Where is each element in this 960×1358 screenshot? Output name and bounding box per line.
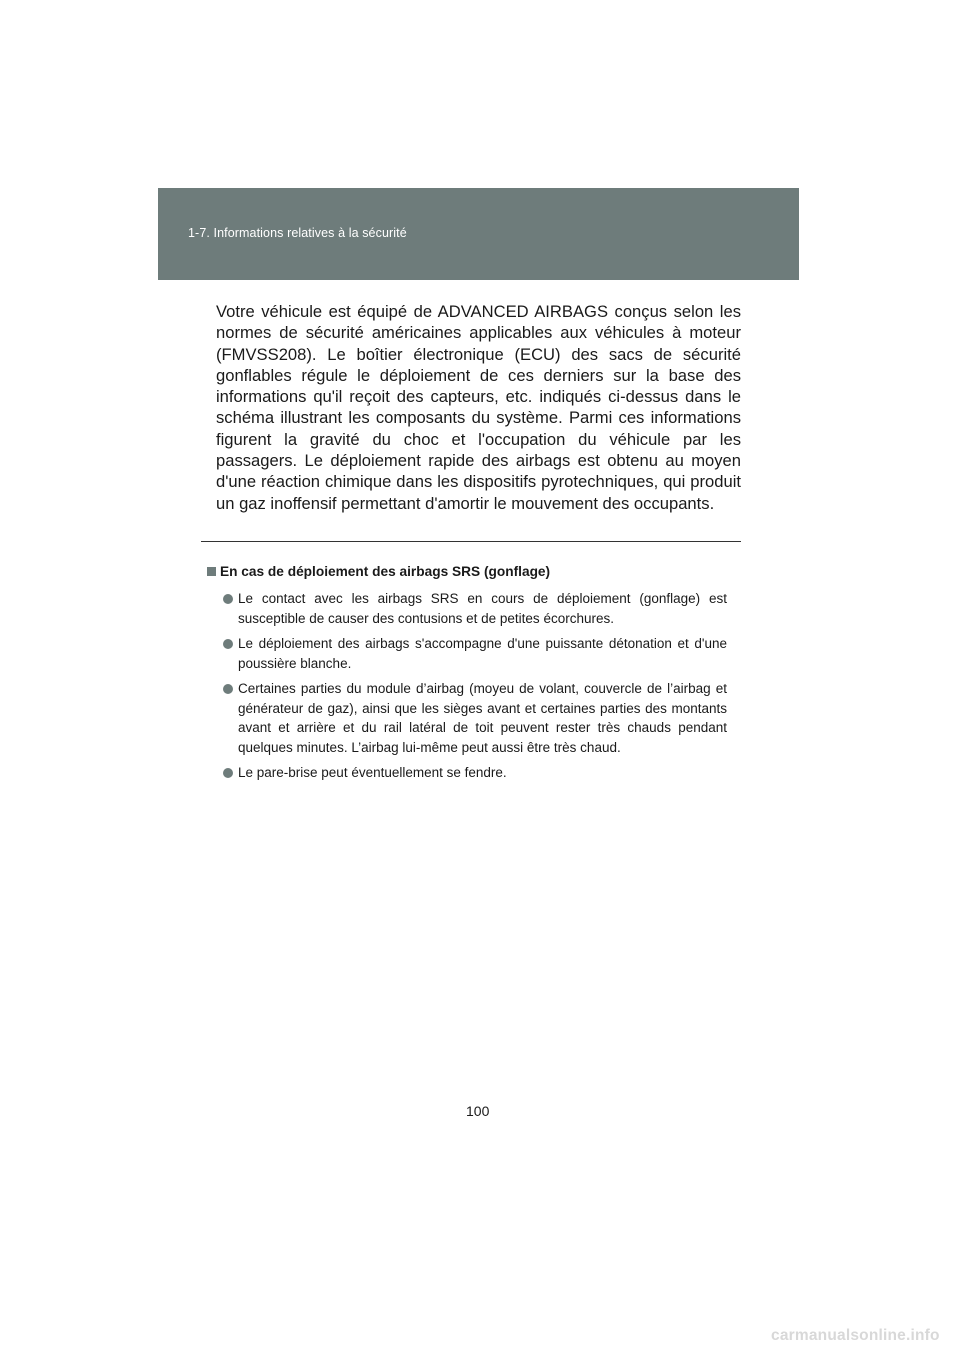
square-bullet-icon — [207, 567, 216, 576]
list-item — [207, 634, 727, 673]
list-item — [207, 679, 727, 757]
section-title: 1-7. Informations relatives à la sécurité — [188, 226, 407, 240]
round-bullet-icon — [223, 639, 233, 649]
subsection-heading — [207, 562, 727, 580]
section-divider — [201, 541, 741, 542]
list-item-text: Le déploiement des airbags s'accompagne d'une puissante détonation et d'une poussière blanche. — [238, 636, 727, 671]
round-bullet-icon — [223, 768, 233, 778]
subsection-heading-text: En cas de déploiement des airbags SRS (gonflage) — [220, 563, 551, 579]
list-item — [207, 589, 727, 628]
round-bullet-icon — [223, 594, 233, 604]
list-item — [207, 763, 727, 783]
deployment-section — [207, 562, 727, 789]
list-item-text: Certaines parties du module d’airbag (moyeu de volant, couvercle de l’airbag et générateur de gaz), ainsi que les sièges avant et certaines parties des montants avant et arrière et du rail latéral de toit peuvent rester très chauds pendant quelques minutes. L’airbag lui-même peut aussi être très chaud. — [238, 681, 727, 755]
round-bullet-icon — [223, 684, 233, 694]
page-number: 100 — [466, 1103, 490, 1119]
bullet-list — [207, 589, 727, 783]
list-item-text: Le pare-brise peut éventuellement se fendre. — [238, 765, 507, 780]
list-item-text: Le contact avec les airbags SRS en cours de déploiement (gonflage) est susceptible de causer des contusions et de petites écorchures. — [238, 591, 727, 626]
watermark: carmanualsonline.info — [771, 1327, 940, 1344]
intro-paragraph: Votre véhicule est équipé de ADVANCED AIRBAGS conçus selon les normes de sécurité américaines applicables aux véhicules à moteur (FMVSS208). Le boîtier électronique (ECU) des sacs de sécurité gonflables régule le déploiement de ces derniers sur la base des informations qu'il reçoit des capteurs, etc. indiqués ci-dessus dans le schéma illustrant les composants du système. Parmi ces informations figurent la gravité du choc et l'occupation du véhicule par les passagers. Le déploiement rapide des airbags est obtenu au moyen d'une réaction chimique dans les dispositifs pyrotechniques, qui produit un gaz inoffensif permettant d'amortir le mouvement des occupants. — [216, 302, 741, 513]
